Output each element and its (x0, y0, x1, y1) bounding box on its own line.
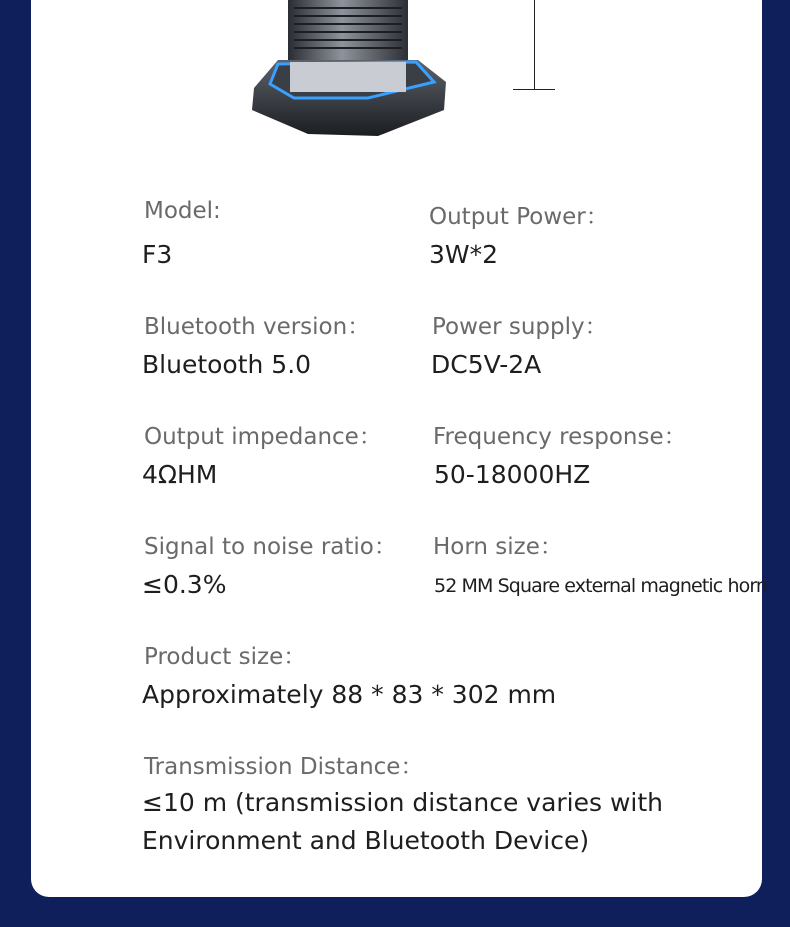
spec-value-horn-size: 52 MM Square external magnetic horn (434, 575, 768, 597)
spec-value-snr: ≤0.3% (142, 570, 227, 599)
spec-label-transmission-distance: Transmission Distance： (144, 754, 424, 780)
speaker-product-image (248, 0, 450, 140)
dimension-tick (513, 89, 555, 90)
spec-label-output-power: Output Power： (429, 204, 609, 230)
spec-value-model: F3 (142, 240, 173, 269)
spec-label-power-supply: Power supply： (432, 314, 608, 340)
spec-label-output-impedance: Output impedance： (144, 424, 382, 450)
spec-value-output-power: 3W*2 (429, 240, 499, 269)
spec-label-product-size: Product size： (144, 644, 307, 670)
dimension-line (534, 0, 535, 90)
spec-label-snr: Signal to noise ratio： (144, 534, 397, 560)
spec-value-power-supply: DC5V-2A (431, 350, 542, 379)
spec-value-frequency-response: 50-18000HZ (434, 460, 591, 489)
spec-value-transmission-distance: ≤10 m (transmission distance varies with Environment and Bluetooth Device) (142, 788, 664, 855)
spec-label-bluetooth-version: Bluetooth version： (144, 314, 371, 340)
spec-value-output-impedance: 4ΩHM (142, 460, 218, 489)
spec-label-model: Model: (144, 198, 221, 224)
spec-value-bluetooth-version: Bluetooth 5.0 (142, 350, 312, 379)
spec-label-frequency-response: Frequency response： (433, 424, 687, 450)
spec-value-product-size: Approximately 88 * 83 * 302 mm (142, 680, 557, 709)
spec-label-horn-size: Horn size： (433, 534, 563, 560)
